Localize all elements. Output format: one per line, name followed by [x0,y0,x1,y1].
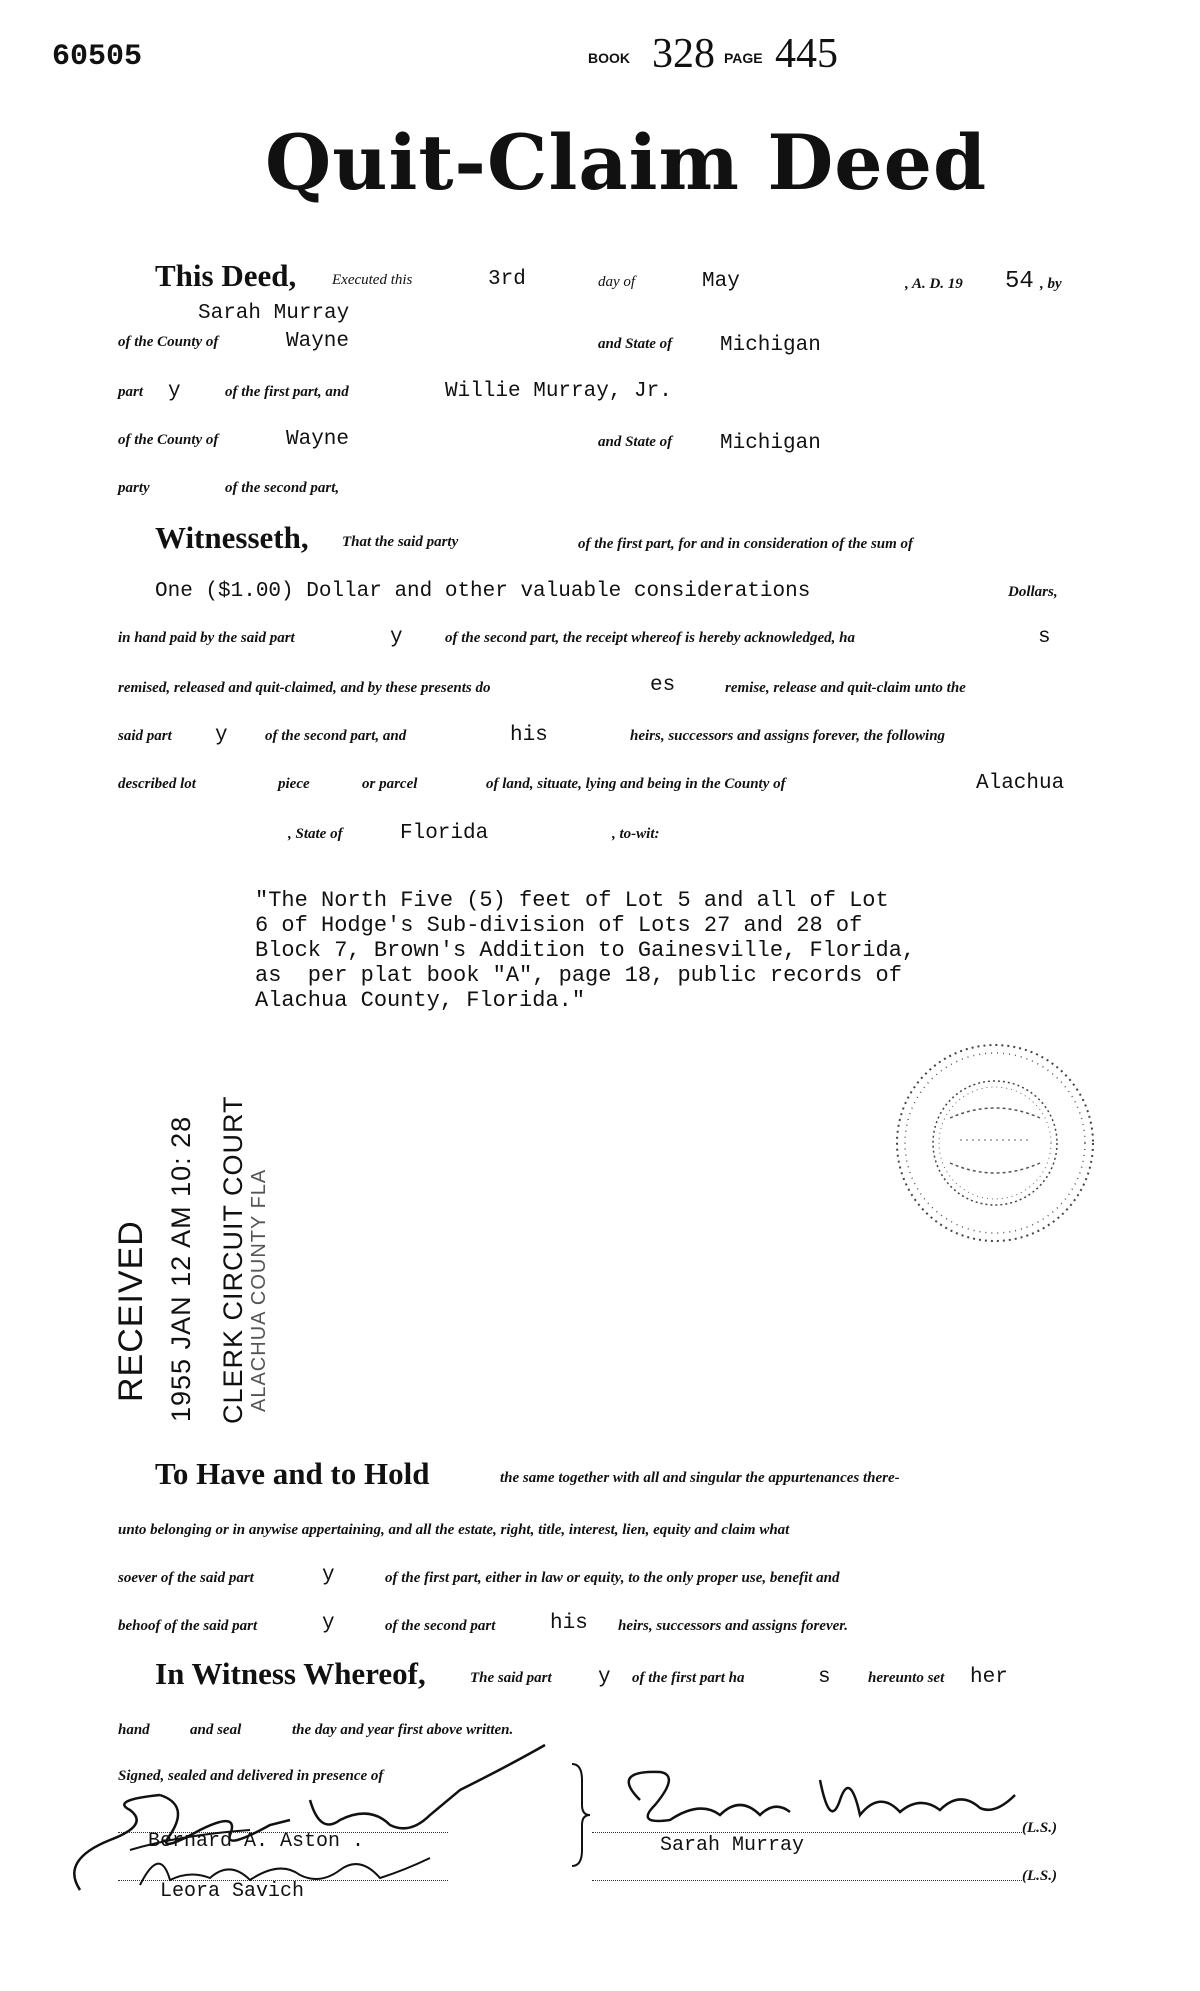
second-signature-line [592,1880,1022,1881]
witnesseth-line6b: piece [278,776,310,792]
notary-seal [890,1038,1100,1248]
habendum-line4b: of the second part [385,1618,496,1634]
grantor-signature [600,1760,1020,1850]
intro-day: 3rd [488,268,526,291]
page-number: 445 [775,31,838,77]
in-witness-line2a: hand [118,1722,150,1738]
habendum-heading: To Have and to Hold [155,1456,430,1491]
of-county-label: of the County of [118,334,219,350]
party-label: part [118,384,144,400]
intro-executed-this: Executed this [332,272,413,288]
in-witness-line1-her: her [970,1666,1008,1689]
witnesseth-line5b: of the second part, and [265,728,407,744]
witnesseth-line5-his: his [510,724,548,747]
witnesseth-line4b: remise, release and quit-claim unto the [725,680,966,696]
witnesseth-line3b: of the second part, the receipt whereof is hereby acknowledged, ha [445,630,855,646]
witnesseth-line5-y: y [215,724,228,747]
witnesseth-heading: Witnesseth, [155,520,309,555]
dollars-label: Dollars, [1008,584,1058,600]
party-suffix: y [168,380,181,403]
intro-by: , by [1040,276,1062,292]
habendum-line1: the same together with all and singular the appurtenances there- [500,1470,900,1486]
grantee-county: Wayne [286,428,350,451]
witness-2-signature [130,1840,450,1900]
received-date: 1955 JAN 12 AM 10: 28 [166,1115,196,1422]
to-wit-label: , to-wit: [612,826,660,842]
habendum-line3a: soever of the said part [118,1570,254,1586]
witnesseth-line6c: or parcel [362,776,418,792]
consideration-amount: One ($1.00) Dollar and other valuable considerations [155,580,811,603]
book-label: BOOK [588,50,630,66]
ls-label-2: (L.S.) [1022,1868,1057,1884]
witnesseth-line3-s: s [1038,626,1051,649]
in-witness-line2b: and seal [190,1722,242,1738]
intro-year-suffix: 54 [1005,268,1034,295]
in-witness-heading: In Witness Whereof, [155,1656,426,1691]
and-state-label: and State of [598,336,673,352]
in-witness-line1-s: s [818,1666,831,1689]
property-county: Alachua [976,772,1065,795]
ls-label-1: (L.S.) [1022,1820,1057,1836]
grantor-county: Wayne [286,330,350,353]
received-word: RECEIVED [112,1220,150,1402]
and-state-label-2: and State of [598,434,673,450]
witnesseth-line1b: of the first part, for and in consideration of the sum of [578,536,914,552]
page-label: PAGE [724,50,763,66]
habendum-line4c: heirs, successors and assigns forever. [618,1618,849,1634]
witnesseth-line3-y: y [390,626,403,649]
grantor-state: Michigan [720,334,821,357]
habendum-line2: unto belonging or in anywise appertaining, and all the estate, right, title, interest, lien, equity and claim what [118,1522,790,1538]
witnesseth-line5a: said part [118,728,172,744]
of-second-part-label: of the second part, [225,480,340,496]
state-of-label: , State of [288,826,343,842]
in-witness-line1a: The said part [470,1670,552,1686]
witness-1-name: Bernard A. Aston . [148,1830,365,1853]
habendum-line3-y: y [322,1564,335,1587]
legal-description: "The North Five (5) feet of Lot 5 and all of Lot 6 of Hodge's Sub-division of Lots 27 and 28 of Block 7, Brown's Addition to Gainesville, Florida, as per plat book "A", page 18, public records of Alachua County, Florida." [255,888,916,1013]
signed-sealed-label: Signed, sealed and delivered in presence of [118,1768,384,1784]
witness-2-name: Leora Savich [160,1880,305,1903]
witnesseth-line4a: remised, released and quit-claimed, and by these presents do [118,680,491,696]
intro-day-of: day of [598,274,636,290]
intro-ad: , A. D. 19 [905,276,963,292]
witnesseth-line5c: heirs, successors and assigns forever, the following [630,728,946,744]
in-witness-line1c: hereunto set [868,1670,945,1686]
grantor-name: Sarah Murray [198,302,350,325]
received-county: ALACHUA COUNTY FLA [248,1168,270,1412]
habendum-line4-his: his [550,1612,588,1635]
witnesseth-line6a: described lot [118,776,196,792]
intro-heading: This Deed, [155,258,297,293]
book-number: 328 [652,31,715,77]
signature-bracket [568,1760,592,1870]
received-office: CLERK CIRCUIT COURT [218,1095,248,1424]
witnesseth-line1a: That the said party [342,534,459,550]
of-county-label-2: of the County of [118,432,219,448]
of-first-part-label: of the first part, and [225,384,349,400]
habendum-line4a: behoof of the said part [118,1618,258,1634]
witnesseth-line4-es: es [650,674,676,697]
grantee-state: Michigan [720,432,821,455]
habendum-line3b: of the first part, either in law or equity, to the only proper use, benefit and [385,1570,840,1586]
in-witness-line2c: the day and year first above written. [292,1722,514,1738]
property-state: Florida [400,822,489,845]
intro-month: May [702,270,740,293]
grantee-name: Willie Murray, Jr. [445,380,672,403]
party-label-2: party [118,480,150,496]
in-witness-line1-y: y [598,1666,611,1689]
witnesseth-line3a: in hand paid by the said part [118,630,295,646]
in-witness-line1b: of the first part ha [632,1670,745,1686]
habendum-line4-y: y [322,1612,335,1635]
document-number: 60505 [52,40,143,74]
grantor-signature-name: Sarah Murray [660,1834,805,1857]
document-title: Quit-Claim Deed [265,118,988,207]
witnesseth-line6d: of land, situate, lying and being in the County of [486,776,786,792]
